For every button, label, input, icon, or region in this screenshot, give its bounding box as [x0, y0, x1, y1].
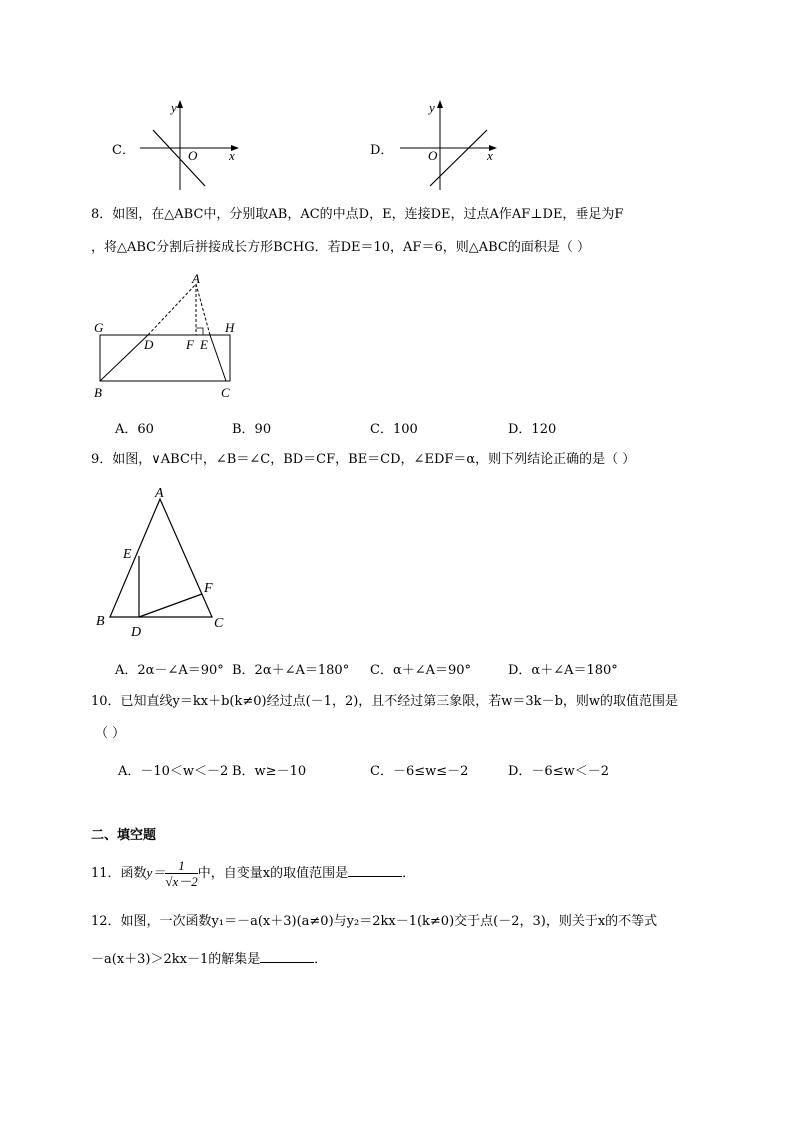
q9-option-b: B．2α＋∠A＝180° [232, 663, 350, 678]
q9-label-d: D [131, 625, 142, 640]
q11-frac-num: 1 [165, 858, 197, 874]
q7d-origin: O [428, 148, 438, 163]
q8-label-h: H [225, 320, 235, 335]
q8-label-b: B [94, 385, 102, 400]
q7c-axis-y: y [171, 100, 177, 115]
q7-option-d-label: D． [370, 143, 394, 158]
q9-option-a: A．2α－∠A＝90° [115, 663, 224, 678]
q9-label-e: E [123, 547, 132, 562]
q7-option-c-graph [135, 98, 245, 193]
q11-answer-blank[interactable] [348, 864, 402, 877]
q7c-origin: O [188, 148, 198, 163]
q10-option-b: B．w≥－10 [232, 764, 307, 779]
q7d-axis-y: y [429, 100, 435, 115]
q9-label-a: A [155, 486, 164, 501]
q11-line [91, 856, 415, 891]
q11-end: ． [402, 866, 416, 881]
q10-option-c: C．－6≤w≤－2 [370, 764, 469, 779]
q7d-axis-x: x [487, 148, 493, 163]
q7-option-d-graph [395, 98, 505, 193]
q8-line-1: 8．如图，在△ABC中，分别取AB，AC的中点D，E，连接DE，过点A作AF⊥DE，垂足为F [91, 207, 624, 222]
q8-option-d: D．120 [508, 422, 557, 437]
q9-label-b: B [96, 614, 105, 629]
q8-label-a: A [192, 271, 200, 286]
q9-label-f: F [204, 581, 213, 596]
q9-option-c: C．α＋∠A＝90° [370, 663, 472, 678]
q9-label-c: C [214, 616, 224, 631]
q8-figure [88, 270, 248, 405]
q8-option-b: B．90 [232, 422, 272, 437]
q11-y-eq: y＝ [146, 865, 166, 880]
q11-prefix: 11．函数 [91, 866, 147, 881]
q9-line-1: 9．如图，∨ABC中，∠B＝∠C，BD＝CF，BE＝CD，∠EDF＝α，则下列结论正确的是（ ） [91, 452, 636, 467]
q10-line-2: （ ） [95, 726, 126, 741]
q12-line-2-wrap [91, 950, 327, 969]
q8-option-c: C．100 [370, 422, 418, 437]
q11-fraction [165, 858, 197, 889]
q10-line-1: 10．已知直线y＝kx＋b(k≠0)经过点(－1，2)，且不经过第三象限，若w＝3k－b，则w的取值范围是 [91, 694, 679, 709]
q11-suffix: 中，自变量x的取值范围是 [197, 866, 349, 881]
q8-label-e: E [200, 337, 208, 352]
q8-label-g: G [94, 320, 104, 335]
q10-option-d: D．－6≤w＜－2 [508, 764, 609, 779]
q7-option-c-label: C． [112, 143, 135, 158]
q12-answer-blank[interactable] [260, 950, 314, 963]
q11-frac-den: √x－2 [165, 874, 198, 889]
section-title-fill-in: 二、填空题 [91, 828, 157, 843]
q8-label-d: D [144, 337, 154, 352]
q8-line-2: ，将△ABC分割后拼接成长方形BCHG．若DE＝10，AF＝6，则△ABC的面积是（ ） [91, 240, 590, 255]
q7c-axis-x: x [229, 148, 235, 163]
q12-end: ． [314, 952, 328, 967]
q9-figure [92, 484, 242, 644]
q10-option-a: A．－10＜w＜－2 [118, 764, 229, 779]
q8-option-a: A．60 [115, 422, 154, 437]
q12-line-1: 12．如图，一次函数y₁＝－a(x＋3)(a≠0)与y₂＝2kx－1(k≠0)交于点(－2，3)，则关于x的不等式 [91, 914, 658, 929]
q8-label-f: F [186, 337, 194, 352]
q8-label-c: C [221, 385, 230, 400]
q9-option-d: D．α＋∠A＝180° [508, 663, 618, 678]
q12-line-2: －a(x＋3)＞2kx－1的解集是 [91, 952, 261, 967]
